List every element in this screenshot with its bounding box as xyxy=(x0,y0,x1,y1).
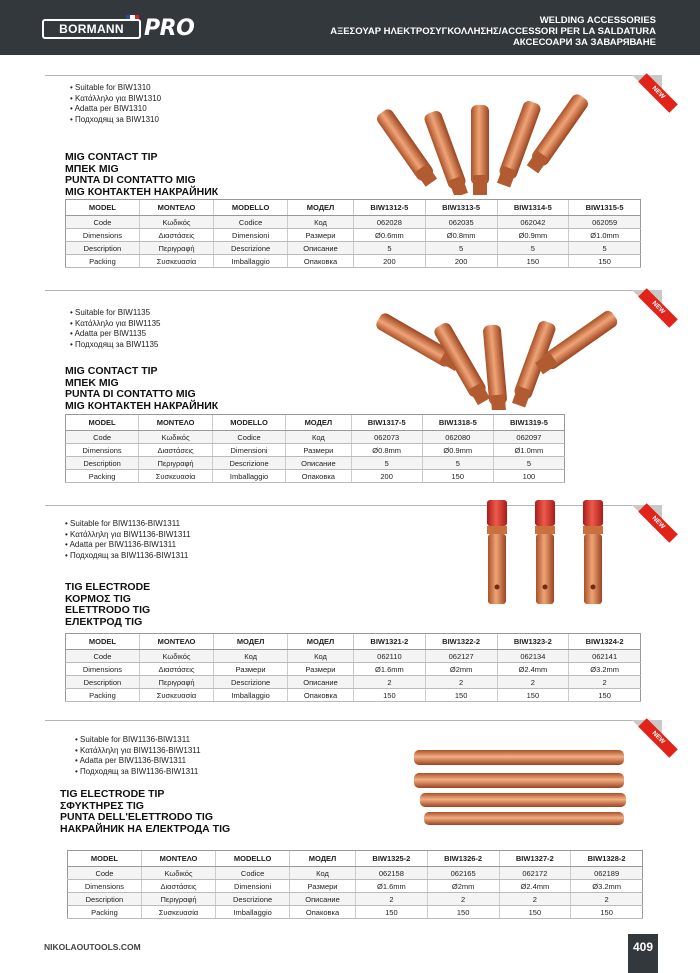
title-line: ЕЛЕКТРОД TIG xyxy=(65,615,143,628)
spec-table xyxy=(65,633,641,702)
table-row xyxy=(66,444,565,457)
table-cell: Code xyxy=(68,867,142,880)
column-header: BIW1315-5 xyxy=(569,200,641,216)
table-cell: 150 xyxy=(497,689,569,702)
table-cell: Размери xyxy=(288,229,354,242)
table-cell: Κωδικός xyxy=(139,431,213,444)
table-cell: Codice xyxy=(216,867,290,880)
table-cell: Κωδικός xyxy=(141,867,215,880)
table-row xyxy=(66,650,641,663)
table-cell: 5 xyxy=(351,457,422,470)
product-image-tig-electrodes xyxy=(475,495,625,610)
table-row xyxy=(66,431,565,444)
column-header: BIW1314-5 xyxy=(497,200,569,216)
suitable-item: • Подходящ за BIW1310 xyxy=(70,115,161,126)
table-cell: Описание xyxy=(286,457,351,470)
table-cell: 150 xyxy=(427,906,499,919)
title-line: TIG ELECTRODE TIP xyxy=(60,788,165,800)
title-line: ΣΦΥΚΤΗΡΕΣ TIG xyxy=(60,799,144,812)
column-header: BIW1327-2 xyxy=(499,851,571,867)
table-header-row xyxy=(68,851,643,867)
new-badge: NEW xyxy=(638,503,678,543)
table-cell: Код xyxy=(214,650,288,663)
table-cell: 2 xyxy=(497,676,569,689)
table-cell: Ø1.6mm xyxy=(356,880,428,893)
table-cell: Περιγραφή xyxy=(139,457,213,470)
column-header: BIW1312-5 xyxy=(354,200,426,216)
title-line: PUNTA DI CONTATTO MIG xyxy=(65,388,196,400)
table-cell: Συσκευασία xyxy=(141,906,215,919)
table-cell: Ø3.2mm xyxy=(571,880,643,893)
table-cell: 2 xyxy=(499,893,571,906)
table-header-row xyxy=(66,200,641,216)
title-line: ΜΠΕΚ MIG xyxy=(65,162,119,175)
suitable-list xyxy=(70,83,161,125)
table-cell: 5 xyxy=(354,242,426,255)
table-cell: 5 xyxy=(493,457,564,470)
table-cell: Ø1.0mm xyxy=(493,444,564,457)
table-cell: Code xyxy=(66,650,140,663)
spec-table xyxy=(67,850,643,919)
title-line: MIG КОНТАКТЕН НАКРАЙНИК xyxy=(65,185,219,198)
title-line: НАКРАЙНИК НА ЕЛЕКТРОДА TIG xyxy=(60,822,231,835)
table-cell: Ø2mm xyxy=(425,663,497,676)
table-cell: 062042 xyxy=(497,216,569,229)
table-cell: 062141 xyxy=(569,650,641,663)
table-row xyxy=(66,216,641,229)
table-cell: 150 xyxy=(569,689,641,702)
footer-bar xyxy=(628,960,658,973)
category-line: АКСЕСОАРИ ЗА ЗАВАРЯВАНЕ xyxy=(512,37,656,48)
suitable-item: • Подходящ за BIW1136-BIW1311 xyxy=(65,551,191,562)
table-row xyxy=(68,880,643,893)
page-header xyxy=(0,0,700,55)
column-header: MODEL xyxy=(66,634,140,650)
table-cell: Опаковка xyxy=(286,470,351,483)
page-number: 409 xyxy=(628,934,658,960)
table-cell: 5 xyxy=(425,242,497,255)
table-cell: 062059 xyxy=(569,216,641,229)
title-line: ΚΟΡΜΟΣ TIG xyxy=(65,592,131,605)
column-header: BIW1321-2 xyxy=(354,634,426,650)
product-image-mig-tips xyxy=(345,75,645,195)
table-header-row xyxy=(66,415,565,431)
table-cell: Dimensions xyxy=(68,880,142,893)
table-cell: 062189 xyxy=(571,867,643,880)
table-cell: Ø2.4mm xyxy=(497,663,569,676)
column-header: ΜΟΝΤΕΛΟ xyxy=(139,200,213,216)
table-cell: Imballaggio xyxy=(214,689,288,702)
suitable-list xyxy=(65,519,191,561)
table-cell: Συσκευασία xyxy=(139,470,213,483)
table-cell: 200 xyxy=(425,255,497,268)
table-row xyxy=(66,676,641,689)
table-cell: Codice xyxy=(214,216,288,229)
suitable-item: • Suitable for BIW1136-BIW1311 xyxy=(75,735,201,746)
table-cell: 062165 xyxy=(427,867,499,880)
table-cell: Κωδικός xyxy=(139,216,213,229)
table-cell: 062172 xyxy=(499,867,571,880)
category-line: WELDING ACCESSORIES xyxy=(539,15,656,26)
table-cell: Код xyxy=(288,650,354,663)
table-row xyxy=(66,242,641,255)
table-cell: 150 xyxy=(422,470,493,483)
suitable-list xyxy=(75,735,201,777)
suitable-item: • Adatta per BIW1135 xyxy=(70,329,161,340)
table-cell: Ø1.0mm xyxy=(569,229,641,242)
table-cell: 150 xyxy=(425,689,497,702)
column-header: BIW1318-5 xyxy=(422,415,493,431)
column-header: BIW1328-2 xyxy=(571,851,643,867)
column-header: MODEL xyxy=(66,415,139,431)
product-section-mig-1310 xyxy=(45,75,667,275)
table-cell: Descrizione xyxy=(212,457,285,470)
table-header-row xyxy=(66,634,641,650)
title-line: PUNTA DELL'ELETTRODO TIG xyxy=(60,811,213,823)
column-header: BIW1326-2 xyxy=(427,851,499,867)
column-header: ΜΟΝΤΕΛΟ xyxy=(141,851,215,867)
new-badge: NEW xyxy=(638,73,678,113)
table-row xyxy=(66,255,641,268)
product-title xyxy=(60,789,230,835)
table-cell: Περιγραφή xyxy=(141,893,215,906)
table-cell: Description xyxy=(66,676,140,689)
table-cell: Description xyxy=(66,242,140,255)
suitable-item: • Adatta per BIW1136-BIW1311 xyxy=(75,756,201,767)
column-header: MODEL xyxy=(68,851,142,867)
table-cell: Packing xyxy=(66,470,139,483)
column-header: MODELLO xyxy=(216,851,290,867)
table-cell: Διαστάσεις xyxy=(139,444,213,457)
new-badge: NEW xyxy=(638,718,678,758)
column-header: MODELLO xyxy=(214,200,288,216)
table-cell: Imballaggio xyxy=(216,906,290,919)
table-cell: Описание xyxy=(288,676,354,689)
table-cell: 100 xyxy=(493,470,564,483)
table-cell: Packing xyxy=(66,689,140,702)
table-cell: Ø1.6mm xyxy=(354,663,426,676)
table-cell: 062028 xyxy=(354,216,426,229)
table-cell: 062110 xyxy=(354,650,426,663)
table-cell: Descrizione xyxy=(214,242,288,255)
product-title xyxy=(65,582,150,628)
title-line: PUNTA DI CONTATTO MIG xyxy=(65,174,196,186)
table-cell: 150 xyxy=(354,689,426,702)
column-header: МОДЕЛ xyxy=(290,851,356,867)
suitable-item: • Suitable for BIW1136-BIW1311 xyxy=(65,519,191,530)
column-header: МОДЕЛ xyxy=(288,634,354,650)
table-cell: 062097 xyxy=(493,431,564,444)
table-cell: 200 xyxy=(351,470,422,483)
product-section-mig-1135 xyxy=(45,290,667,495)
table-cell: Συσκευασία xyxy=(139,255,213,268)
table-cell: 062073 xyxy=(351,431,422,444)
spec-table xyxy=(65,414,565,483)
suitable-item: • Suitable for BIW1135 xyxy=(70,308,161,319)
column-header: МОДЕЛ xyxy=(286,415,351,431)
table-cell: 5 xyxy=(569,242,641,255)
footer-website: NIKOLAOUTOOLS.COM xyxy=(44,942,141,952)
table-cell: Imballaggio xyxy=(214,255,288,268)
table-cell: Размери xyxy=(214,663,288,676)
table-cell: 062158 xyxy=(356,867,428,880)
table-cell: Dimensions xyxy=(66,663,140,676)
table-cell: Code xyxy=(66,216,140,229)
spec-table xyxy=(65,199,641,268)
table-cell: 150 xyxy=(356,906,428,919)
flag-icon xyxy=(126,15,139,19)
table-row xyxy=(66,457,565,470)
product-image-tig-tips xyxy=(410,740,640,840)
title-line: MIG CONTACT TIP xyxy=(65,151,158,163)
table-cell: Код xyxy=(290,867,356,880)
table-cell: Διαστάσεις xyxy=(139,663,213,676)
table-cell: Опаковка xyxy=(288,255,354,268)
logo-suffix: PRO xyxy=(144,16,195,41)
table-row xyxy=(66,229,641,242)
category-line: ΑΞΕΣΟΥΑΡ ΗΛΕΚΤΡΟΣΥΓΚΟΛΛΗΣΗΣ/ACCESSORI PER LA SALDATURA xyxy=(330,26,656,37)
column-header: BIW1317-5 xyxy=(351,415,422,431)
table-cell: Διαστάσεις xyxy=(139,229,213,242)
table-cell: 2 xyxy=(571,893,643,906)
product-section-tig-electrode xyxy=(45,505,667,710)
table-cell: Imballaggio xyxy=(212,470,285,483)
suitable-item: • Κατάλληλη για BIW1136-BIW1311 xyxy=(75,746,201,757)
category-heading xyxy=(330,15,656,48)
table-cell: Συσκευασία xyxy=(139,689,213,702)
table-row xyxy=(66,663,641,676)
table-cell: Περιγραφή xyxy=(139,676,213,689)
table-cell: 2 xyxy=(354,676,426,689)
column-header: МОДЕЛ xyxy=(288,200,354,216)
table-cell: Ø0.8mm xyxy=(351,444,422,457)
suitable-item: • Suitable for BIW1310 xyxy=(70,83,161,94)
logo-text: BORMANN xyxy=(59,22,124,36)
column-header: BIW1323-2 xyxy=(497,634,569,650)
table-cell: 5 xyxy=(422,457,493,470)
column-header: МОДЕЛ xyxy=(214,634,288,650)
column-header: ΜΟΝΤΕΛΟ xyxy=(139,634,213,650)
table-cell: Διαστάσεις xyxy=(141,880,215,893)
table-cell: 062080 xyxy=(422,431,493,444)
table-cell: 150 xyxy=(497,255,569,268)
table-row xyxy=(68,867,643,880)
title-line: MIG CONTACT TIP xyxy=(65,365,158,377)
table-cell: Размери xyxy=(288,663,354,676)
title-line: ΜΠΕΚ MIG xyxy=(65,376,119,389)
table-row xyxy=(68,893,643,906)
column-header: BIW1313-5 xyxy=(425,200,497,216)
table-cell: Description xyxy=(66,457,139,470)
column-header: BIW1319-5 xyxy=(493,415,564,431)
suitable-item: • Κατάλληλο για BIW1310 xyxy=(70,94,161,105)
table-cell: Ø0.9mm xyxy=(497,229,569,242)
table-cell: Код xyxy=(288,216,354,229)
brand-logo xyxy=(42,19,141,39)
table-cell: Ø0.8mm xyxy=(425,229,497,242)
product-title xyxy=(65,366,218,412)
table-cell: Dimensioni xyxy=(214,229,288,242)
table-cell: 2 xyxy=(569,676,641,689)
table-cell: Packing xyxy=(66,255,140,268)
new-badge: NEW xyxy=(638,288,678,328)
product-image-mig-tips xyxy=(355,290,635,410)
table-cell: Описание xyxy=(288,242,354,255)
table-cell: 062134 xyxy=(497,650,569,663)
table-cell: Код xyxy=(286,431,351,444)
table-cell: Ø2.4mm xyxy=(499,880,571,893)
table-cell: Packing xyxy=(68,906,142,919)
column-header: MODEL xyxy=(66,200,140,216)
suitable-item: • Подходящ за BIW1136-BIW1311 xyxy=(75,767,201,778)
suitable-item: • Adatta per BIW1136-BIW1311 xyxy=(65,540,191,551)
table-row xyxy=(68,906,643,919)
table-cell: Code xyxy=(66,431,139,444)
table-cell: Dimensioni xyxy=(212,444,285,457)
suitable-item: • Κατάλληλη για BIW1136-BIW1311 xyxy=(65,530,191,541)
table-row xyxy=(66,689,641,702)
table-cell: 150 xyxy=(571,906,643,919)
table-cell: Dimensioni xyxy=(216,880,290,893)
table-row xyxy=(66,470,565,483)
suitable-item: • Adatta per BIW1310 xyxy=(70,104,161,115)
suitable-item: • Подходящ за BIW1135 xyxy=(70,340,161,351)
table-cell: 062127 xyxy=(425,650,497,663)
table-cell: 150 xyxy=(569,255,641,268)
table-cell: Περιγραφή xyxy=(139,242,213,255)
table-cell: Ø0.9mm xyxy=(422,444,493,457)
column-header: MODELLO xyxy=(212,415,285,431)
table-cell: Κωδικός xyxy=(139,650,213,663)
suitable-list xyxy=(70,308,161,350)
table-cell: Dimensions xyxy=(66,229,140,242)
table-cell: 2 xyxy=(427,893,499,906)
product-section-tig-electrode-tip xyxy=(45,720,667,925)
table-cell: 062035 xyxy=(425,216,497,229)
table-cell: Размери xyxy=(290,880,356,893)
column-header: BIW1322-2 xyxy=(425,634,497,650)
table-cell: 200 xyxy=(354,255,426,268)
table-cell: Codice xyxy=(212,431,285,444)
table-cell: Descrizione xyxy=(214,676,288,689)
table-cell: Description xyxy=(68,893,142,906)
title-line: TIG ELECTRODE xyxy=(65,581,151,593)
table-cell: 150 xyxy=(499,906,571,919)
title-line: MIG КОНТАКТЕН НАКРАЙНИК xyxy=(65,399,219,412)
table-cell: Размери xyxy=(286,444,351,457)
column-header: BIW1325-2 xyxy=(356,851,428,867)
table-cell: Ø3.2mm xyxy=(569,663,641,676)
table-cell: Опаковка xyxy=(288,689,354,702)
table-cell: Dimensions xyxy=(66,444,139,457)
column-header: BIW1324-2 xyxy=(569,634,641,650)
table-cell: Descrizione xyxy=(216,893,290,906)
table-cell: 5 xyxy=(497,242,569,255)
title-line: ELETTRODO TIG xyxy=(65,604,151,616)
product-title xyxy=(65,152,218,198)
suitable-item: • Κατάλληλο για BIW1135 xyxy=(70,319,161,330)
table-cell: 2 xyxy=(356,893,428,906)
column-header: ΜΟΝΤΕΛΟ xyxy=(139,415,213,431)
table-cell: Описание xyxy=(290,893,356,906)
table-cell: Опаковка xyxy=(290,906,356,919)
table-cell: Ø2mm xyxy=(427,880,499,893)
section-divider xyxy=(45,720,662,721)
table-cell: Ø0.6mm xyxy=(354,229,426,242)
table-cell: 2 xyxy=(425,676,497,689)
